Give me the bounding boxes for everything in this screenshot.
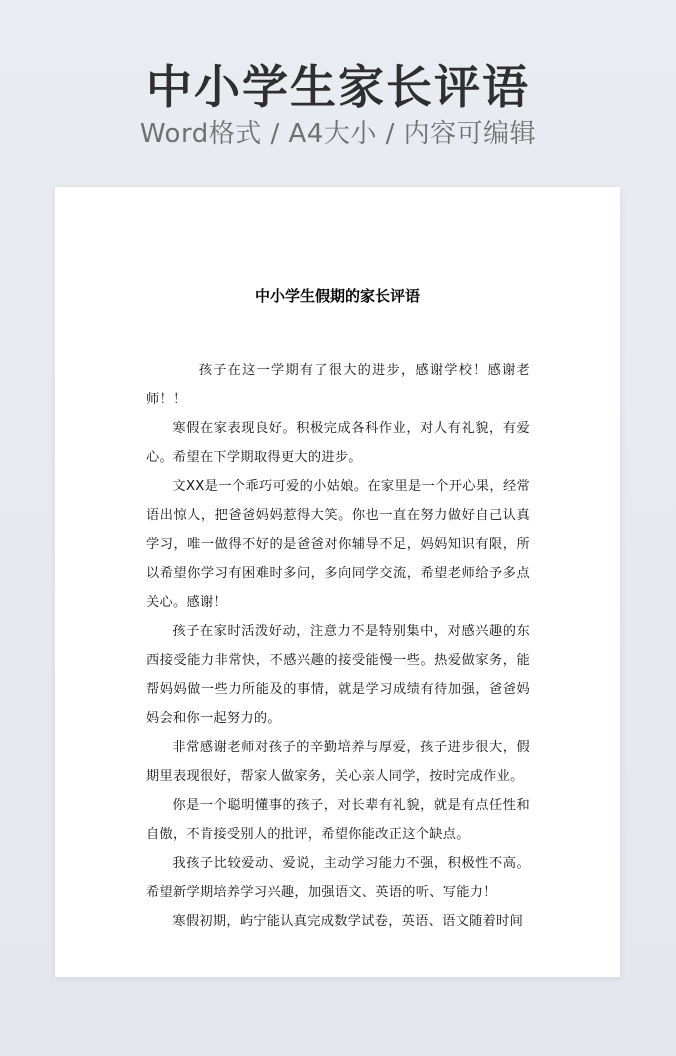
paragraph-4: 孩子在家时活泼好动，注意力不是特别集中，对感兴趣的东西接受能力非常快，不感兴趣的接受能慢一些。热爱做家务，能帮妈妈做一些力所能及的事情，就是学习成绩有待加强，爸爸妈妈会和你一起努力的。 <box>146 624 530 726</box>
paragraph-3: 文XX是一个乖巧可爱的小姑娘。在家里是一个开心果，经常语出惊人，把爸爸妈妈惹得大笑。你也一直在努力做好自己认真学习，唯一做得不好的是爸爸对你辅导不足，妈妈知识有限，所以希望你学习有困难时多问，多向同学交流，希望老师给予多点关心。感谢！ <box>146 479 530 610</box>
document-body <box>146 356 530 936</box>
paragraph-8: 寒假初期，屿宁能认真完成数学试卷，英语、语文随着时间 <box>172 914 524 929</box>
page-title: 中小学生家长评语 <box>146 60 530 114</box>
paragraph-6: 你是一个聪明懂事的孩子，对长辈有礼貌，就是有点任性和自傲，不肯接受别人的批评，希望你能改正这个缺点。 <box>146 798 530 842</box>
paragraph-1: 孩子在这一学期有了很大的进步，感谢学校！感谢老师！！ <box>146 363 530 407</box>
page-subtitle: Word格式 / A4大小 / 内容可编辑 <box>139 119 537 149</box>
paragraph-2: 寒假在家表现良好。积极完成各科作业，对人有礼貌，有爱心。希望在下学期取得更大的进步。 <box>146 421 530 465</box>
document-page <box>55 187 620 977</box>
document-title: 中小学生假期的家长评语 <box>254 287 420 305</box>
paragraph-5: 非常感谢老师对孩子的辛勤培养与厚爱，孩子进步很大，假期里表现很好，帮家人做家务，关心亲人同学，按时完成作业。 <box>146 740 530 784</box>
paragraph-7: 我孩子比较爱动、爱说，主动学习能力不强，积极性不高。希望新学期培养学习兴趣，加强语文、英语的听、写能力！ <box>146 856 530 900</box>
